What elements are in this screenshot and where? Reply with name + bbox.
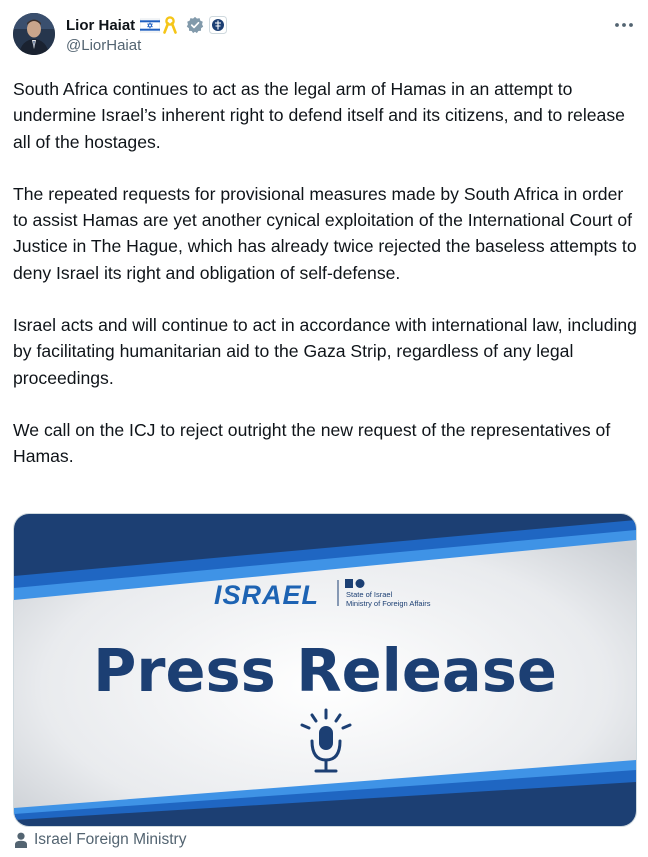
avatar[interactable] xyxy=(13,13,55,55)
more-options-button[interactable] xyxy=(610,14,638,36)
tweet-text xyxy=(13,76,638,496)
person-icon xyxy=(15,832,27,848)
org-line-2: Ministry of Foreign Affairs xyxy=(346,599,431,608)
org-line-1: State of Israel xyxy=(346,590,393,599)
press-release-headline: Press Release xyxy=(93,636,557,705)
tweet-paragraph: South Africa continues to act as the legal arm of Hamas in an attempt to undermine Israel’s inherent right to defend itself and its citizens, and to release all of the hostages. xyxy=(13,79,625,152)
media-image-press-release[interactable] xyxy=(13,513,637,827)
government-emblem-icon xyxy=(209,16,227,34)
israel-logo-text: ISRAEL xyxy=(214,580,320,610)
yellow-ribbon-icon xyxy=(163,16,181,34)
author-display-name[interactable]: Lior Haiat xyxy=(66,16,136,34)
israel-flag-icon xyxy=(140,16,158,34)
media-attribution[interactable] xyxy=(15,830,186,850)
verified-gray-badge-icon[interactable] xyxy=(186,16,204,34)
more-dots-icon xyxy=(614,22,634,28)
tweet-paragraph: The repeated requests for provisional measures made by South Africa in order to assist Hamas are yet another cynical exploitation of the International Court of Justice in The Hague, which has already twice rejected the baseless attempts to deny Israel its right and obligation of self-defense. xyxy=(13,183,637,283)
tweet-paragraph: Israel acts and will continue to act in accordance with international law, including by facilitating humanitarian aid to the Gaza Strip, regardless of any legal proceedings. xyxy=(13,315,637,388)
author-handle[interactable]: @LiorHaiat xyxy=(66,37,142,54)
attribution-text: Israel Foreign Ministry xyxy=(34,831,187,848)
tweet-paragraph: We call on the ICJ to reject outright the new request of the representatives of Hamas. xyxy=(13,419,611,467)
author-name-row xyxy=(66,14,227,36)
